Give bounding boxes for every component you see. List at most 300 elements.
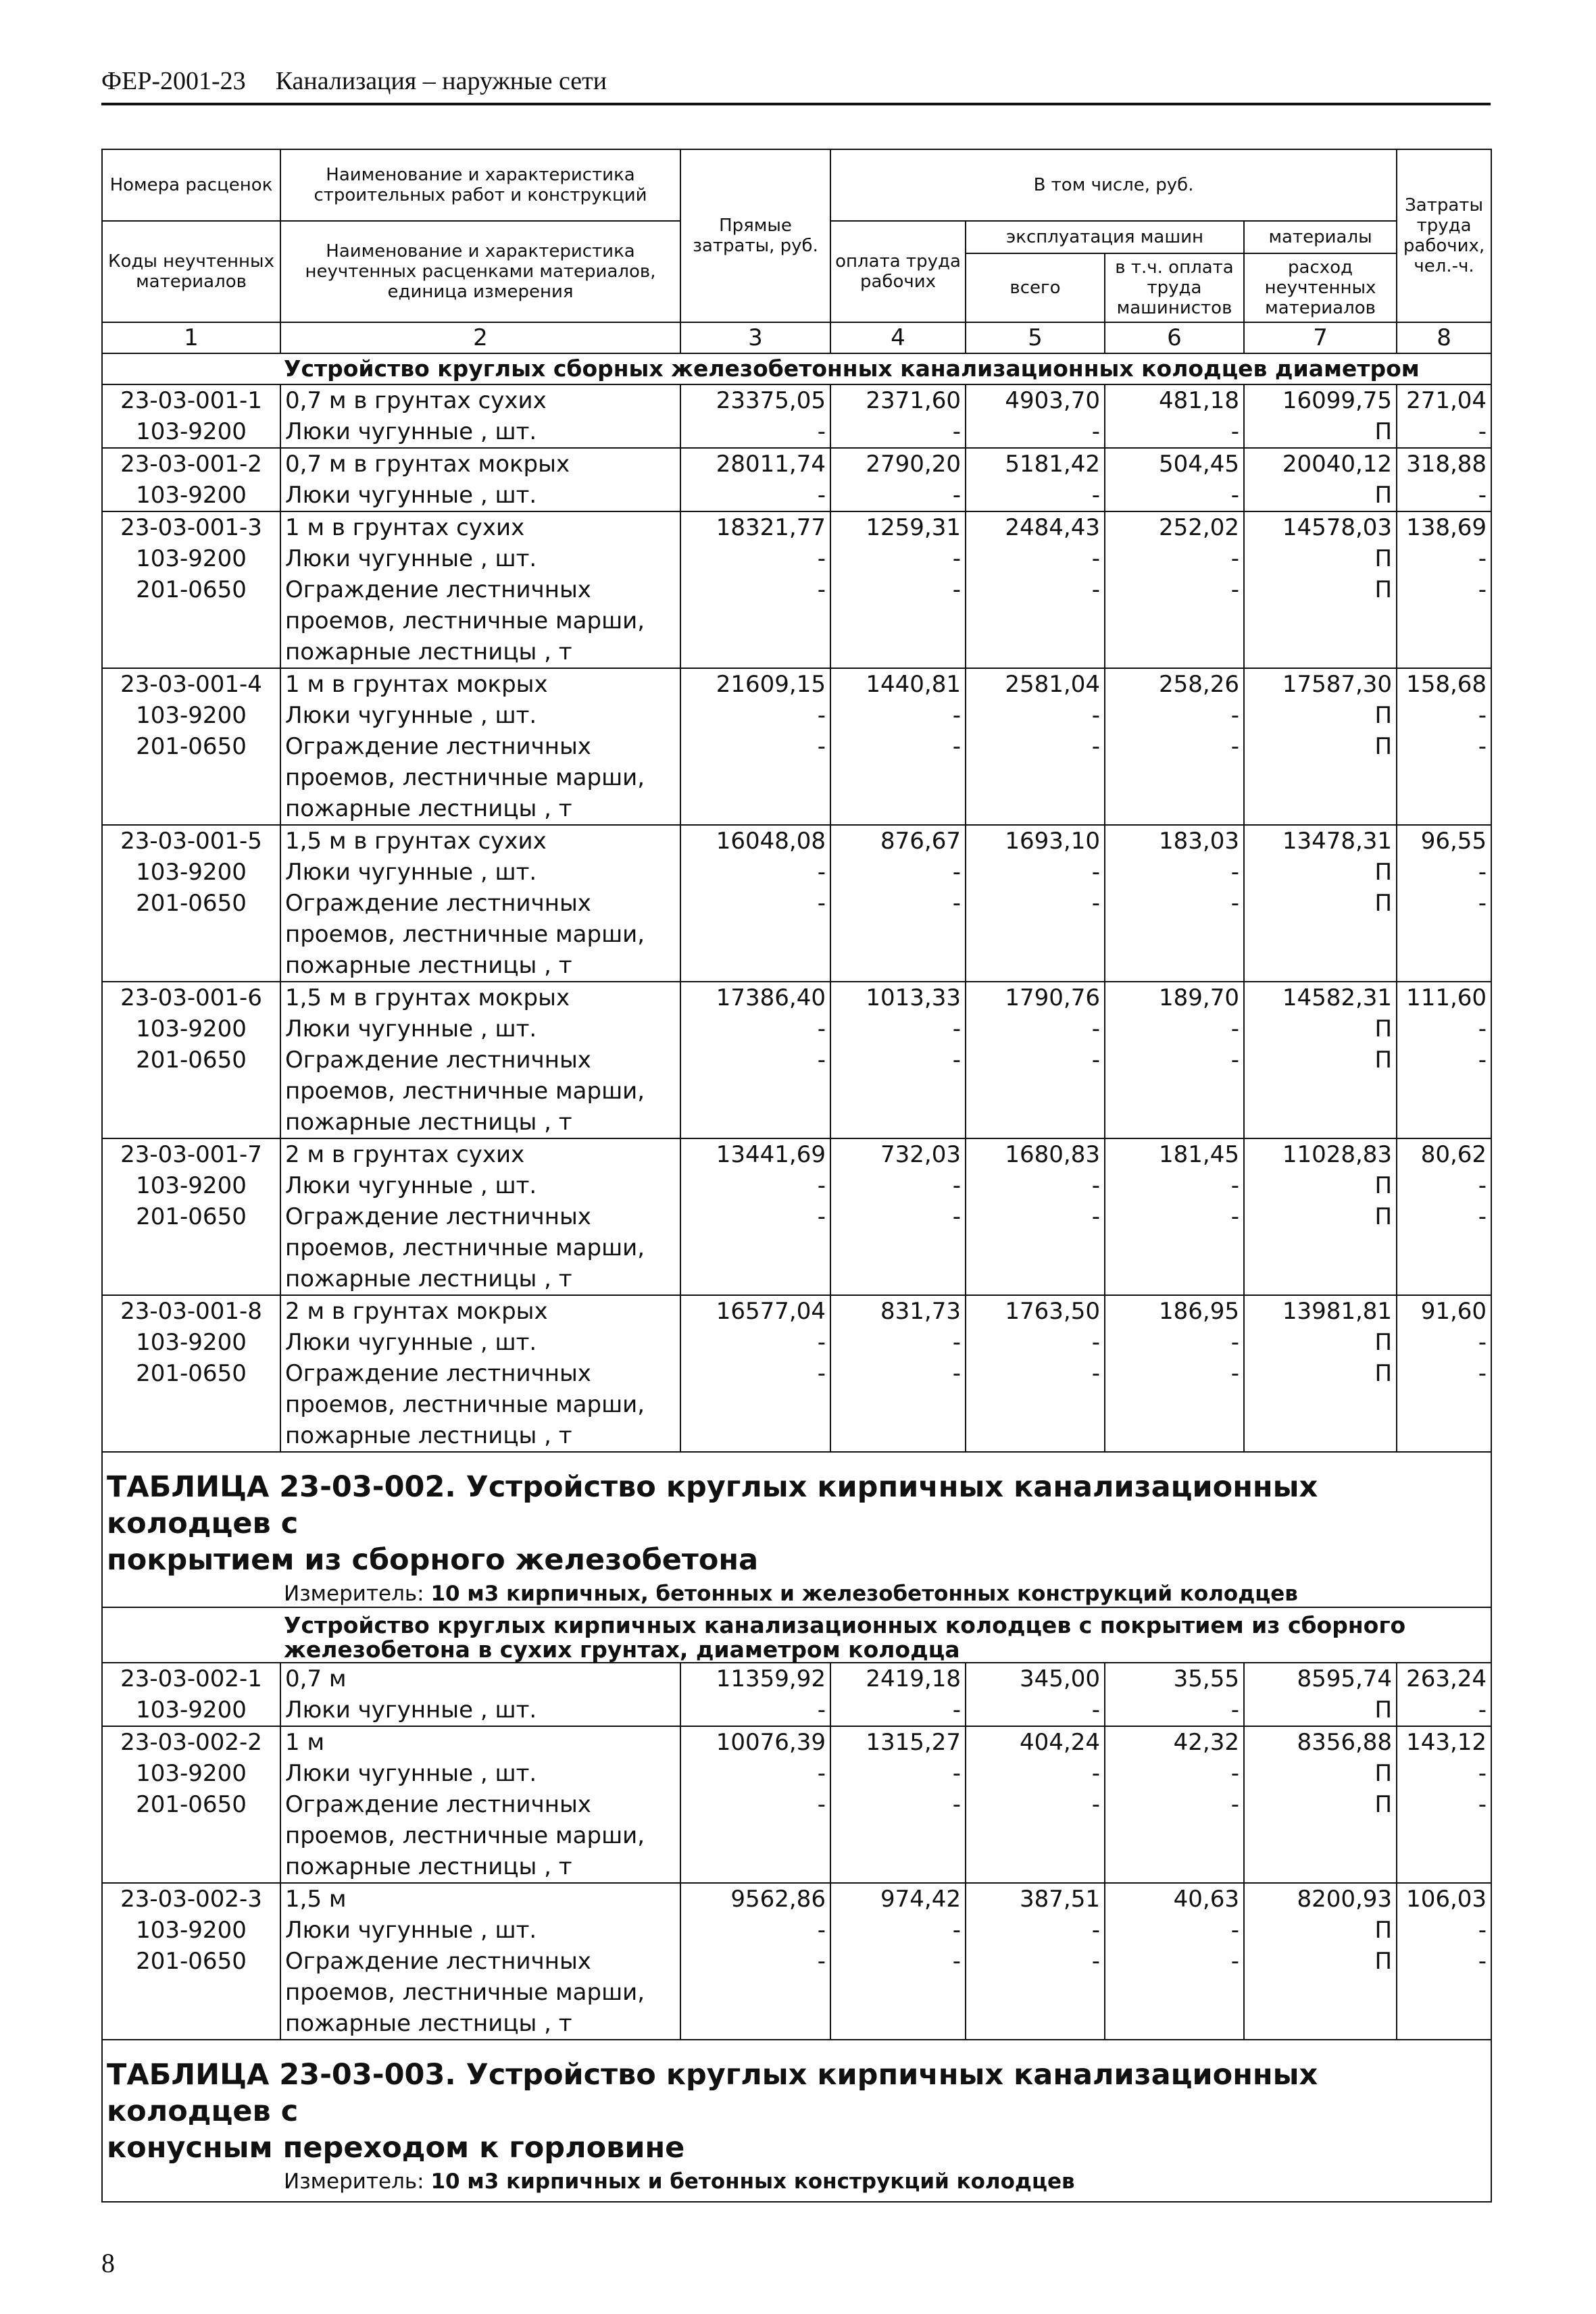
material-value: - (1397, 731, 1491, 762)
material-name: Ограждение лестничных (280, 888, 680, 919)
material-value: - (966, 1327, 1105, 1358)
material-value: - (1105, 857, 1244, 888)
header-rate-numbers: Номера расценок (102, 149, 280, 221)
material-value (1244, 1263, 1397, 1295)
material-value: - (680, 1915, 830, 1946)
material-value: - (1105, 480, 1244, 511)
table-title-row (102, 1452, 1491, 1581)
direct-costs: 10076,39 (680, 1726, 830, 1758)
material-value: П (1244, 1789, 1397, 1820)
material-value (966, 762, 1105, 793)
column-numbers-row (102, 322, 1491, 353)
rate-code: 23-03-001-7 (102, 1138, 280, 1170)
material-value (830, 605, 966, 636)
material-value (1397, 605, 1491, 636)
material-name: Ограждение лестничных (280, 1946, 680, 1977)
rate-row (102, 1726, 1491, 1758)
header-material-name: Наименование и характеристика неучтенных расценками материалов, единица измерения (280, 221, 680, 322)
materials-cost: 14582,31 (1244, 982, 1397, 1013)
material-value (1397, 950, 1491, 982)
material-value (1105, 1820, 1244, 1851)
labor-hours: 158,68 (1397, 668, 1491, 700)
material-name: Люки чугунные , шт. (280, 543, 680, 574)
material-value: - (1397, 700, 1491, 731)
material-value (1105, 1851, 1244, 1883)
material-code (102, 1232, 280, 1263)
column-number: 5 (966, 322, 1105, 353)
material-value: - (830, 1327, 966, 1358)
material-row (102, 1789, 1491, 1820)
material-value (1244, 1420, 1397, 1452)
material-name: пожарные лестницы , т (280, 1107, 680, 1138)
material-code (102, 605, 280, 636)
material-value (1244, 2008, 1397, 2040)
material-value: - (830, 416, 966, 448)
labor-hours: 96,55 (1397, 825, 1491, 857)
material-value (966, 950, 1105, 982)
material-value (830, 1107, 966, 1138)
material-value (1244, 1389, 1397, 1420)
running-header (101, 66, 1487, 107)
material-value (1397, 1420, 1491, 1452)
material-name: пожарные лестницы , т (280, 2008, 680, 2040)
rate-code: 23-03-001-2 (102, 448, 280, 480)
material-value: - (830, 1946, 966, 1977)
material-value (1244, 1076, 1397, 1107)
rate-row (102, 384, 1491, 416)
rate-code: 23-03-001-1 (102, 384, 280, 416)
material-value: - (1397, 888, 1491, 919)
material-name: пожарные лестницы , т (280, 793, 680, 825)
operator-pay: 189,70 (1105, 982, 1244, 1013)
material-value (680, 605, 830, 636)
machines-total: 345,00 (966, 1663, 1105, 1694)
section-title: Устройство круглых сборных железобетонных канализационных колодцев диаметром (102, 353, 1491, 384)
material-value: - (966, 1758, 1105, 1789)
rate-name: 1,5 м (280, 1883, 680, 1915)
direct-costs: 17386,40 (680, 982, 830, 1013)
material-name: Люки чугунные , шт. (280, 480, 680, 511)
rate-name: 1 м в грунтах мокрых (280, 668, 680, 700)
material-value: - (830, 543, 966, 574)
material-value: П (1244, 1170, 1397, 1201)
material-row (102, 1327, 1491, 1358)
material-code: 103-9200 (102, 480, 280, 511)
material-value (830, 919, 966, 950)
material-value (1244, 636, 1397, 668)
material-code: 103-9200 (102, 1694, 280, 1726)
worker-pay: 1315,27 (830, 1726, 966, 1758)
material-value (966, 1389, 1105, 1420)
material-value: П (1244, 888, 1397, 919)
document-title: Канализация – наружные сети (275, 67, 607, 95)
material-code (102, 1420, 280, 1452)
material-code: 103-9200 (102, 857, 280, 888)
material-code: 103-9200 (102, 543, 280, 574)
worker-pay: 1259,31 (830, 511, 966, 543)
material-code: 201-0650 (102, 574, 280, 605)
operator-pay: 258,26 (1105, 668, 1244, 700)
header-worker-pay: оплата труда рабочих (830, 221, 966, 322)
material-value: - (680, 543, 830, 574)
material-value: - (1397, 1358, 1491, 1389)
material-value (1105, 793, 1244, 825)
material-value (680, 1107, 830, 1138)
page-number: 8 (101, 2248, 115, 2278)
table-title-line: ТАБЛИЦА 23-03-002. Устройство круглых кирпичных канализационных колодцев с (107, 1470, 1318, 1540)
material-row (102, 1201, 1491, 1232)
rate-name: 2 м в грунтах сухих (280, 1138, 680, 1170)
material-value (830, 762, 966, 793)
material-name: проемов, лестничные марши, (280, 762, 680, 793)
table-3-title (102, 2040, 1491, 2169)
material-code: 201-0650 (102, 1946, 280, 1977)
material-value: - (1397, 1694, 1491, 1726)
material-code: 103-9200 (102, 1327, 280, 1358)
operator-pay: 40,63 (1105, 1883, 1244, 1915)
measure-unit (102, 2169, 1491, 2202)
material-value (1244, 1851, 1397, 1883)
material-name: Ограждение лестничных (280, 1045, 680, 1076)
worker-pay: 2790,20 (830, 448, 966, 480)
material-value (830, 1977, 966, 2008)
material-value: - (680, 857, 830, 888)
material-value (966, 636, 1105, 668)
document-code: ФЕР-2001-23 (101, 67, 246, 95)
material-name: проемов, лестничные марши, (280, 1232, 680, 1263)
material-row (102, 731, 1491, 762)
rate-name: 1,5 м в грунтах мокрых (280, 982, 680, 1013)
rate-row (102, 1295, 1491, 1327)
material-value (830, 1232, 966, 1263)
column-number: 8 (1397, 322, 1491, 353)
labor-hours: 106,03 (1397, 1883, 1491, 1915)
material-value: П (1244, 480, 1397, 511)
material-code: 201-0650 (102, 1045, 280, 1076)
machines-total: 2484,43 (966, 511, 1105, 543)
material-row (102, 1107, 1491, 1138)
material-value: П (1244, 574, 1397, 605)
material-value: - (1105, 574, 1244, 605)
rate-name: 0,7 м в грунтах сухих (280, 384, 680, 416)
material-row (102, 2008, 1491, 2040)
material-value: - (1397, 1327, 1491, 1358)
material-row (102, 1045, 1491, 1076)
material-name: проемов, лестничные марши, (280, 1977, 680, 2008)
material-value: - (1397, 1201, 1491, 1232)
materials-cost: 14578,03 (1244, 511, 1397, 543)
header-material-codes: Коды неучтенных материалов (102, 221, 280, 322)
material-value: - (966, 480, 1105, 511)
header-unaccounted-materials: расход неучтенных материалов (1244, 253, 1397, 322)
operator-pay: 35,55 (1105, 1663, 1244, 1694)
material-value (966, 1263, 1105, 1295)
operator-pay: 42,32 (1105, 1726, 1244, 1758)
material-value: - (830, 1201, 966, 1232)
material-value: - (1105, 1045, 1244, 1076)
material-value (680, 636, 830, 668)
section-2-body (102, 1663, 1491, 2040)
material-value: - (680, 416, 830, 448)
worker-pay: 1013,33 (830, 982, 966, 1013)
section-1-body (102, 384, 1491, 1452)
operator-pay: 481,18 (1105, 384, 1244, 416)
material-row (102, 1076, 1491, 1107)
materials-cost: 13981,81 (1244, 1295, 1397, 1327)
header-materials: материалы (1244, 221, 1397, 253)
material-value: П (1244, 1013, 1397, 1045)
material-value: П (1244, 1946, 1397, 1977)
material-value (1105, 636, 1244, 668)
header-machines-total: всего (966, 253, 1105, 322)
material-value (1105, 1389, 1244, 1420)
material-value: - (1105, 888, 1244, 919)
material-value: - (966, 700, 1105, 731)
material-code: 103-9200 (102, 1915, 280, 1946)
material-row (102, 480, 1491, 511)
material-row (102, 1389, 1491, 1420)
machines-total: 387,51 (966, 1883, 1105, 1915)
material-row (102, 1358, 1491, 1389)
material-value (966, 1820, 1105, 1851)
material-value: - (966, 857, 1105, 888)
direct-costs: 16048,08 (680, 825, 830, 857)
material-name: проемов, лестничные марши, (280, 1076, 680, 1107)
material-value: П (1244, 1694, 1397, 1726)
material-value: - (1105, 1201, 1244, 1232)
material-value: - (680, 1327, 830, 1358)
material-value (1244, 919, 1397, 950)
material-value (1397, 1232, 1491, 1263)
material-value: - (966, 1946, 1105, 1977)
material-value: - (966, 731, 1105, 762)
material-row (102, 1758, 1491, 1789)
material-value: - (680, 1201, 830, 1232)
material-value (1244, 950, 1397, 982)
header-work-name: Наименование и характеристика строительных работ и конструкций (280, 149, 680, 221)
material-value (966, 605, 1105, 636)
material-value (1244, 1232, 1397, 1263)
material-value (830, 1851, 966, 1883)
material-row (102, 605, 1491, 636)
column-number: 1 (102, 322, 280, 353)
material-value: - (830, 888, 966, 919)
material-value (680, 1389, 830, 1420)
material-value: - (1105, 1170, 1244, 1201)
material-value: - (830, 1789, 966, 1820)
material-code (102, 1977, 280, 2008)
material-value: - (1397, 574, 1491, 605)
material-code (102, 1263, 280, 1295)
material-value (830, 1263, 966, 1295)
header-machines: эксплуатация машин (966, 221, 1244, 253)
material-value (966, 1977, 1105, 2008)
table-title-line: ТАБЛИЦА 23-03-003. Устройство круглых кирпичных канализационных колодцев с (107, 2058, 1318, 2128)
material-value: - (830, 1915, 966, 1946)
material-value (1244, 1977, 1397, 2008)
material-value: - (830, 1170, 966, 1201)
machines-total: 1680,83 (966, 1138, 1105, 1170)
material-value: - (966, 1915, 1105, 1946)
material-code (102, 762, 280, 793)
material-value: - (1105, 1694, 1244, 1726)
material-value: - (1397, 1915, 1491, 1946)
table-2-title (102, 1452, 1491, 1581)
material-value (966, 1232, 1105, 1263)
material-value (680, 1263, 830, 1295)
material-row (102, 1820, 1491, 1851)
material-value (830, 1389, 966, 1420)
column-number: 2 (280, 322, 680, 353)
rate-code: 23-03-002-3 (102, 1883, 280, 1915)
labor-hours: 263,24 (1397, 1663, 1491, 1694)
material-value: - (966, 1013, 1105, 1045)
material-value: П (1244, 1915, 1397, 1946)
material-value (1105, 919, 1244, 950)
rate-code: 23-03-001-8 (102, 1295, 280, 1327)
material-value: - (1105, 731, 1244, 762)
material-value (680, 793, 830, 825)
labor-hours: 111,60 (1397, 982, 1491, 1013)
material-name: Ограждение лестничных (280, 731, 680, 762)
material-value (1397, 1389, 1491, 1420)
machines-total: 2581,04 (966, 668, 1105, 700)
material-row (102, 950, 1491, 982)
section-title (102, 1607, 1491, 1663)
material-value (830, 636, 966, 668)
material-value: - (680, 888, 830, 919)
operator-pay: 186,95 (1105, 1295, 1244, 1327)
material-value: - (830, 857, 966, 888)
column-number: 3 (680, 322, 830, 353)
material-value: - (680, 480, 830, 511)
price-table (101, 149, 1492, 2203)
material-value: - (1397, 857, 1491, 888)
material-value: - (1397, 1758, 1491, 1789)
material-value: - (1397, 1013, 1491, 1045)
material-code: 103-9200 (102, 416, 280, 448)
worker-pay: 2371,60 (830, 384, 966, 416)
material-value: - (830, 1694, 966, 1726)
material-code (102, 1107, 280, 1138)
machines-total: 4903,70 (966, 384, 1105, 416)
material-value (680, 2008, 830, 2040)
material-value: - (830, 574, 966, 605)
section-title-row (102, 353, 1491, 384)
material-row (102, 1851, 1491, 1883)
material-value (830, 793, 966, 825)
materials-cost: 11028,83 (1244, 1138, 1397, 1170)
material-value: - (1397, 1045, 1491, 1076)
material-name: пожарные лестницы , т (280, 1420, 680, 1452)
material-value (680, 1076, 830, 1107)
labor-hours: 138,69 (1397, 511, 1491, 543)
material-name: Ограждение лестничных (280, 1201, 680, 1232)
material-value: - (680, 700, 830, 731)
material-value (680, 950, 830, 982)
material-value: П (1244, 1201, 1397, 1232)
machines-total: 404,24 (966, 1726, 1105, 1758)
material-row (102, 1013, 1491, 1045)
material-value: - (680, 574, 830, 605)
material-code: 201-0650 (102, 1201, 280, 1232)
labor-hours: 318,88 (1397, 448, 1491, 480)
material-value: - (1105, 1946, 1244, 1977)
material-name: Ограждение лестничных (280, 1358, 680, 1389)
direct-costs: 9562,86 (680, 1883, 830, 1915)
material-code (102, 919, 280, 950)
material-value: - (680, 1045, 830, 1076)
material-value: П (1244, 731, 1397, 762)
material-value: - (680, 1170, 830, 1201)
rate-row (102, 982, 1491, 1013)
material-name: проемов, лестничные марши, (280, 1820, 680, 1851)
material-value (966, 2008, 1105, 2040)
material-name: проемов, лестничные марши, (280, 1389, 680, 1420)
material-value (1105, 1107, 1244, 1138)
section-title-line: Устройство круглых кирпичных канализационных колодцев с покрытием из сборного (284, 1612, 1406, 1638)
header-direct-costs: Прямые затраты, руб. (680, 149, 830, 322)
material-row (102, 700, 1491, 731)
material-value (1105, 762, 1244, 793)
material-value: - (680, 1358, 830, 1389)
labor-hours: 91,60 (1397, 1295, 1491, 1327)
material-value (966, 1076, 1105, 1107)
material-row (102, 1915, 1491, 1946)
material-row (102, 416, 1491, 448)
material-value: - (966, 1694, 1105, 1726)
worker-pay: 732,03 (830, 1138, 966, 1170)
worker-pay: 1440,81 (830, 668, 966, 700)
material-value (966, 793, 1105, 825)
machines-total: 1790,76 (966, 982, 1105, 1013)
measure-unit (102, 1581, 1491, 1607)
material-value: - (680, 1013, 830, 1045)
material-value (680, 1851, 830, 1883)
material-value: - (1105, 1327, 1244, 1358)
material-row (102, 574, 1491, 605)
materials-cost: 8595,74 (1244, 1663, 1397, 1694)
material-value: - (1397, 1946, 1491, 1977)
material-name: проемов, лестничные марши, (280, 605, 680, 636)
material-value (1397, 1263, 1491, 1295)
direct-costs: 21609,15 (680, 668, 830, 700)
material-row (102, 543, 1491, 574)
material-code: 201-0650 (102, 1358, 280, 1389)
material-row (102, 793, 1491, 825)
section-title-line: железобетона в сухих грунтах, диаметром колодца (284, 1636, 960, 1663)
rate-code: 23-03-001-4 (102, 668, 280, 700)
material-value: - (1397, 1789, 1491, 1820)
rate-row (102, 668, 1491, 700)
material-value: - (966, 1045, 1105, 1076)
material-value: П (1244, 416, 1397, 448)
material-value (680, 1420, 830, 1452)
rate-name: 0,7 м в грунтах мокрых (280, 448, 680, 480)
materials-cost: 13478,31 (1244, 825, 1397, 857)
header-operator-pay: в т.ч. оплата труда машинистов (1105, 253, 1244, 322)
rate-row (102, 1883, 1491, 1915)
column-number: 6 (1105, 322, 1244, 353)
material-value (1397, 636, 1491, 668)
material-code (102, 1076, 280, 1107)
materials-cost: 8356,88 (1244, 1726, 1397, 1758)
table-title-line: конусным переходом к горловине (107, 2131, 685, 2165)
material-value (830, 950, 966, 982)
rate-name: 1 м (280, 1726, 680, 1758)
material-value (1105, 1977, 1244, 2008)
operator-pay: 252,02 (1105, 511, 1244, 543)
